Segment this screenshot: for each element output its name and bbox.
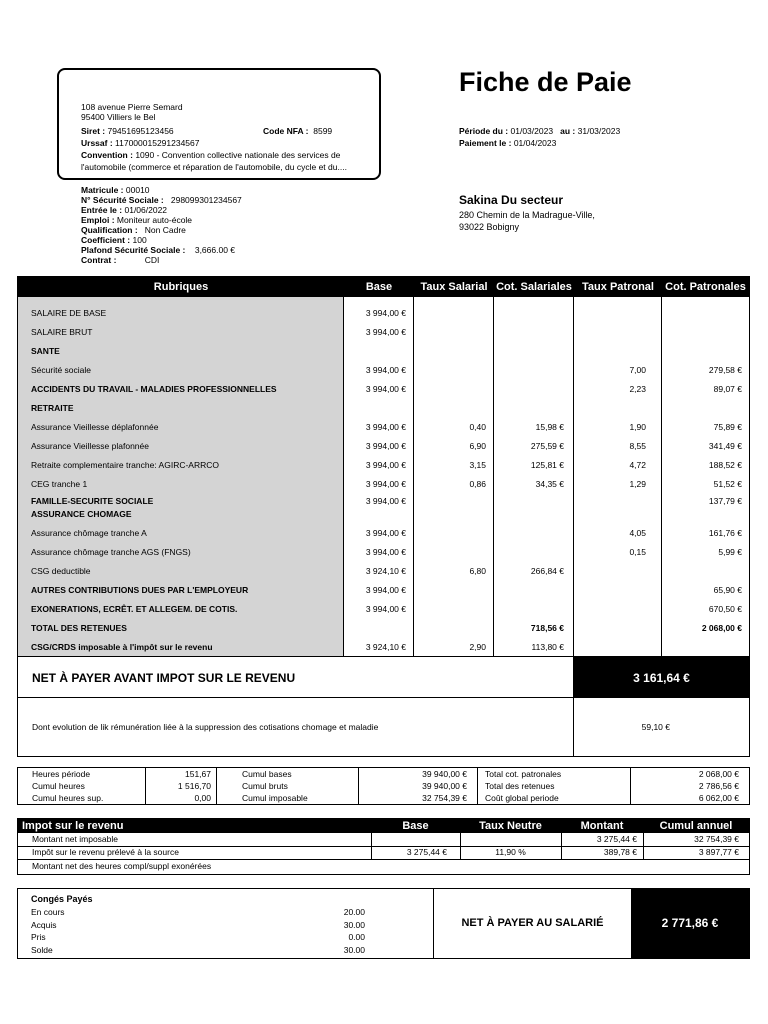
conges-label: Pris: [31, 932, 46, 942]
cell-cot-patronales: 89,07 €: [713, 384, 742, 394]
cell-taux-patronal: 2,23: [629, 384, 646, 394]
cumul-value: 2 068,00 €: [698, 769, 739, 779]
cumul-label: Cumul imposable: [242, 793, 308, 803]
impot-label: Montant net imposable: [32, 834, 118, 844]
impot-taux: 11,90 %: [495, 847, 526, 857]
field-label: Plafond Sécurité Sociale :: [81, 245, 186, 255]
employer-address-line1: 108 avenue Pierre Semard: [81, 102, 183, 112]
convention-row: [81, 150, 340, 160]
employee-field: [81, 255, 242, 265]
field-label: Matricule :: [81, 185, 124, 195]
cell-rubrique: Assurance chômage tranche A: [31, 528, 147, 538]
period-to-label: au :: [560, 126, 576, 136]
column-rule: [413, 297, 414, 656]
evolution-label: Dont evolution de lik rémunération liée à la suppression des cotisations chomage et maladie: [32, 722, 379, 732]
impot-montant: 3 275,44 €: [596, 834, 637, 844]
cell-cot-patronales: 5,99 €: [718, 547, 742, 557]
nfa-row: [263, 126, 332, 136]
net-avant-impot-section: [17, 657, 750, 757]
field-value: CDI: [144, 255, 160, 265]
cell-cot-salariales: 125,81 €: [530, 460, 564, 470]
urssaf-row: [81, 138, 200, 148]
cell-taux-patronal: 1,90: [629, 422, 646, 432]
header-base: Base: [365, 281, 393, 293]
cell-rubrique: EXONERATIONS, ECRÊT. ET ALLEGEM. DE COTIS.: [31, 604, 238, 614]
field-value: 01/06/2022: [124, 205, 168, 215]
cell-taux-salarial: 0,86: [469, 479, 486, 489]
impot-header: [18, 819, 749, 833]
cell-cot-patronales: 2 068,00 €: [701, 623, 742, 633]
nfa-label: Code NFA :: [263, 126, 309, 136]
cell-cot-salariales: 15,98 €: [535, 422, 564, 432]
conges-title: Congés Payés: [31, 894, 93, 904]
impot-cumul: 32 754,39 €: [694, 834, 739, 844]
cell-base: 3 994,00 €: [365, 422, 406, 432]
field-value: 00010: [125, 185, 150, 195]
cell-taux-salarial: 0,40: [469, 422, 486, 432]
table-header: [18, 277, 749, 297]
cell-rubrique: Assurance chômage tranche AGS (FNGS): [31, 547, 191, 557]
cumul-label: Cumul bases: [242, 769, 292, 779]
cumul-value: 1 516,70: [177, 781, 211, 791]
cell-rubrique: RETRAITE: [31, 403, 74, 413]
cell-cot-patronales: 137,79 €: [708, 496, 742, 506]
employee-field: [81, 225, 242, 235]
urssaf-value: 117000015291234567: [115, 138, 200, 148]
cell-cot-patronales: 279,58 €: [708, 365, 742, 375]
cell-taux-patronal: 4,72: [629, 460, 646, 470]
field-value: Moniteur auto-école: [116, 215, 193, 225]
cell-base: 3 994,00 €: [365, 441, 406, 451]
impot-montant: 389,78 €: [603, 847, 637, 857]
header-taux-patronal: Taux Patronal: [582, 281, 654, 293]
cell-base: 3 994,00 €: [365, 604, 406, 614]
cell-cot-patronales: 161,76 €: [708, 528, 742, 538]
cell-cot-salariales: 275,59 €: [530, 441, 564, 451]
payment-date: 01/04/2023: [513, 138, 557, 148]
cell-cot-patronales: 65,90 €: [713, 585, 742, 595]
cell-rubrique: ASSURANCE CHOMAGE: [31, 509, 132, 519]
net-avant-label: NET À PAYER AVANT IMPOT SUR LE REVENU: [32, 671, 296, 685]
cell-taux-patronal: 0,15: [629, 547, 646, 557]
cumul-value: 151,67: [185, 769, 211, 779]
cell-base: 3 994,00 €: [365, 479, 406, 489]
cell-base: 3 994,00 €: [365, 327, 406, 337]
cotisations-table: [17, 276, 750, 657]
field-label: Contrat :: [81, 255, 117, 265]
cell-rubrique: CEG tranche 1: [31, 479, 88, 489]
header-rubriques: Rubriques: [153, 281, 209, 293]
impot-table: [17, 818, 750, 875]
divider: [18, 697, 749, 698]
net-avant-value: 3 161,64 €: [633, 671, 690, 685]
impot-base: 3 275,44 €: [406, 847, 447, 857]
cell-taux-patronal: 7,00: [629, 365, 646, 375]
cell-base: 3 994,00 €: [365, 528, 406, 538]
cell-rubrique: Assurance Vieillesse déplafonnée: [31, 422, 159, 432]
field-value: 100: [132, 235, 147, 245]
cell-rubrique: Sécurité sociale: [31, 365, 92, 375]
conges-value: 30.00: [343, 945, 365, 955]
cell-taux-salarial: 6,90: [469, 441, 486, 451]
employer-address-line2: 95400 Villiers le Bel: [81, 112, 156, 122]
impot-header-base: Base: [402, 820, 429, 832]
impot-cumul: 3 897,77 €: [698, 847, 739, 857]
cell-taux-patronal: 8,55: [629, 441, 646, 451]
header-taux-salarial: Taux Salarial: [420, 281, 488, 293]
cell-base: 3 994,00 €: [365, 308, 406, 318]
cell-cot-patronales: 51,52 €: [713, 479, 742, 489]
cell-rubrique: SANTE: [31, 346, 60, 356]
cumul-label: Total des retenues: [485, 781, 555, 791]
field-value: 298099301234567: [170, 195, 242, 205]
cumul-value: 2 786,56 €: [698, 781, 739, 791]
impot-header-montant: Montant: [580, 820, 624, 832]
impot-header-taux: Taux Neutre: [479, 820, 542, 832]
cell-taux-salarial: 3,15: [469, 460, 486, 470]
cell-base: 3 924,10 €: [365, 642, 406, 652]
nfa-value: 8599: [313, 126, 333, 136]
cell-cot-patronales: 188,52 €: [708, 460, 742, 470]
cell-cot-patronales: 670,50 €: [708, 604, 742, 614]
header-cot-salariales: Cot. Salariales: [496, 281, 572, 293]
page-title: Fiche de Paie: [459, 67, 632, 97]
cell-cot-salariales: 34,35 €: [535, 479, 564, 489]
column-rule: [493, 297, 494, 656]
cell-base: 3 994,00 €: [365, 365, 406, 375]
impot-label: Montant net des heures compl/suppl exonérées: [32, 861, 212, 871]
field-label: N° Sécurité Sociale :: [81, 195, 164, 205]
net-salarie-label: NET À PAYER AU SALARIÉ: [461, 917, 604, 929]
impot-header-cumul: Cumul annuel: [659, 820, 733, 832]
field-label: Coefficient :: [81, 235, 131, 245]
cell-rubrique: AUTRES CONTRIBUTIONS DUES PAR L'EMPLOYEUR: [31, 585, 249, 595]
field-label: Entrée le :: [81, 205, 123, 215]
cumul-label: Coût global periode: [485, 793, 559, 803]
divider: [216, 768, 217, 804]
payment-label: Paiement le :: [459, 138, 512, 148]
conges-label: Acquis: [31, 920, 57, 930]
cumul-label: Cumul bruts: [242, 781, 288, 791]
net-salarie-value: 2 771,86 €: [661, 916, 719, 930]
employee-field: [81, 215, 242, 225]
cell-rubrique: FAMILLE-SECURITE SOCIALE: [31, 496, 154, 506]
field-value: 3,666.00 €: [194, 245, 236, 255]
cumul-label: Cumul heures sup.: [32, 793, 104, 803]
cell-base: 3 994,00 €: [365, 384, 406, 394]
cell-cot-patronales: 341,49 €: [708, 441, 742, 451]
employee-address-line1: 280 Chemin de la Madrague-Ville,: [459, 210, 595, 220]
cumul-value: 39 940,00 €: [422, 769, 467, 779]
divider: [477, 768, 478, 804]
conges-section: [17, 888, 750, 959]
cell-rubrique: Retraite complementaire tranche: AGIRC-ARRCO: [31, 460, 220, 470]
impot-header-label: Impot sur le revenu: [22, 820, 124, 832]
conges-value: 30.00: [343, 920, 365, 930]
cumul-value: 39 940,00 €: [422, 781, 467, 791]
employee-address-line2: 93022 Bobigny: [459, 222, 520, 232]
cumul-table: [17, 767, 750, 805]
employee-field: [81, 185, 242, 195]
period-from-label: Période du :: [459, 126, 509, 136]
siret-row: [81, 126, 174, 136]
column-rule: [573, 297, 574, 656]
conges-label: En cours: [31, 907, 65, 917]
cell-taux-salarial: 6,80: [469, 566, 486, 576]
siret-label: Siret :: [81, 126, 106, 136]
cumul-value: 6 062,00 €: [698, 793, 739, 803]
field-value: Non Cadre: [144, 225, 186, 235]
cumul-label: Heures période: [32, 769, 91, 779]
conges-value: 0.00: [348, 932, 365, 942]
convention-label: Convention :: [81, 150, 133, 160]
conges-value: 20.00: [343, 907, 365, 917]
cell-cot-salariales: 718,56 €: [530, 623, 564, 633]
employee-field: [81, 235, 242, 245]
cell-base: 3 994,00 €: [365, 585, 406, 595]
convention-line1: 1090 - Convention collective nationale des services de: [135, 150, 341, 160]
cell-rubrique: CSG deductible: [31, 566, 91, 576]
cumul-value: 32 754,39 €: [422, 793, 467, 803]
cumul-label: Cumul heures: [32, 781, 85, 791]
cell-base: 3 994,00 €: [365, 496, 406, 506]
urssaf-label: Urssaf :: [81, 138, 113, 148]
payment-row: [459, 138, 556, 148]
cell-rubrique: CSG/CRDS imposable à l'impôt sur le revenu: [31, 642, 213, 652]
employee-field: [81, 245, 242, 255]
cell-taux-salarial: 2,90: [469, 642, 486, 652]
cell-rubrique: SALAIRE DE BASE: [31, 308, 107, 318]
period-from: 01/03/2023: [510, 126, 554, 136]
cell-taux-patronal: 4,05: [629, 528, 646, 538]
cell-rubrique: ACCIDENTS DU TRAVAIL - MALADIES PROFESSIONNELLES: [31, 384, 277, 394]
period-to: 31/03/2023: [577, 126, 621, 136]
cumul-value: 0,00: [194, 793, 211, 803]
employee-fields: [81, 185, 242, 265]
cell-rubrique: TOTAL DES RETENUES: [31, 623, 127, 633]
cumul-label: Total cot. patronales: [485, 769, 562, 779]
cell-rubrique: SALAIRE BRUT: [31, 327, 93, 337]
impot-label: Impôt sur le revenu prélevé à la source: [32, 847, 179, 857]
cell-taux-patronal: 1,29: [629, 479, 646, 489]
employee-name: Sakina Du secteur: [459, 193, 564, 207]
cell-cot-salariales: 266,84 €: [530, 566, 564, 576]
cell-base: 3 924,10 €: [365, 566, 406, 576]
employee-field: [81, 195, 242, 205]
cell-cot-patronales: 75,89 €: [713, 422, 742, 432]
cell-base: 3 994,00 €: [365, 460, 406, 470]
employee-field: [81, 205, 242, 215]
evolution-value: 59,10 €: [641, 722, 670, 732]
cell-base: 3 994,00 €: [365, 547, 406, 557]
convention-line2: l'automobile (commerce et réparation de l'automobile, du cycle et du....: [81, 162, 347, 172]
cell-rubrique: Assurance Vieillesse plafonnée: [31, 441, 149, 451]
field-label: Qualification :: [81, 225, 138, 235]
cell-cot-salariales: 113,80 €: [531, 642, 564, 652]
header-cot-patronales: Cot. Patronales: [665, 281, 746, 293]
siret-value: 79451695123456: [107, 126, 174, 136]
field-label: Emploi :: [81, 215, 115, 225]
conges-label: Solde: [31, 945, 53, 955]
period-row: [459, 126, 620, 136]
